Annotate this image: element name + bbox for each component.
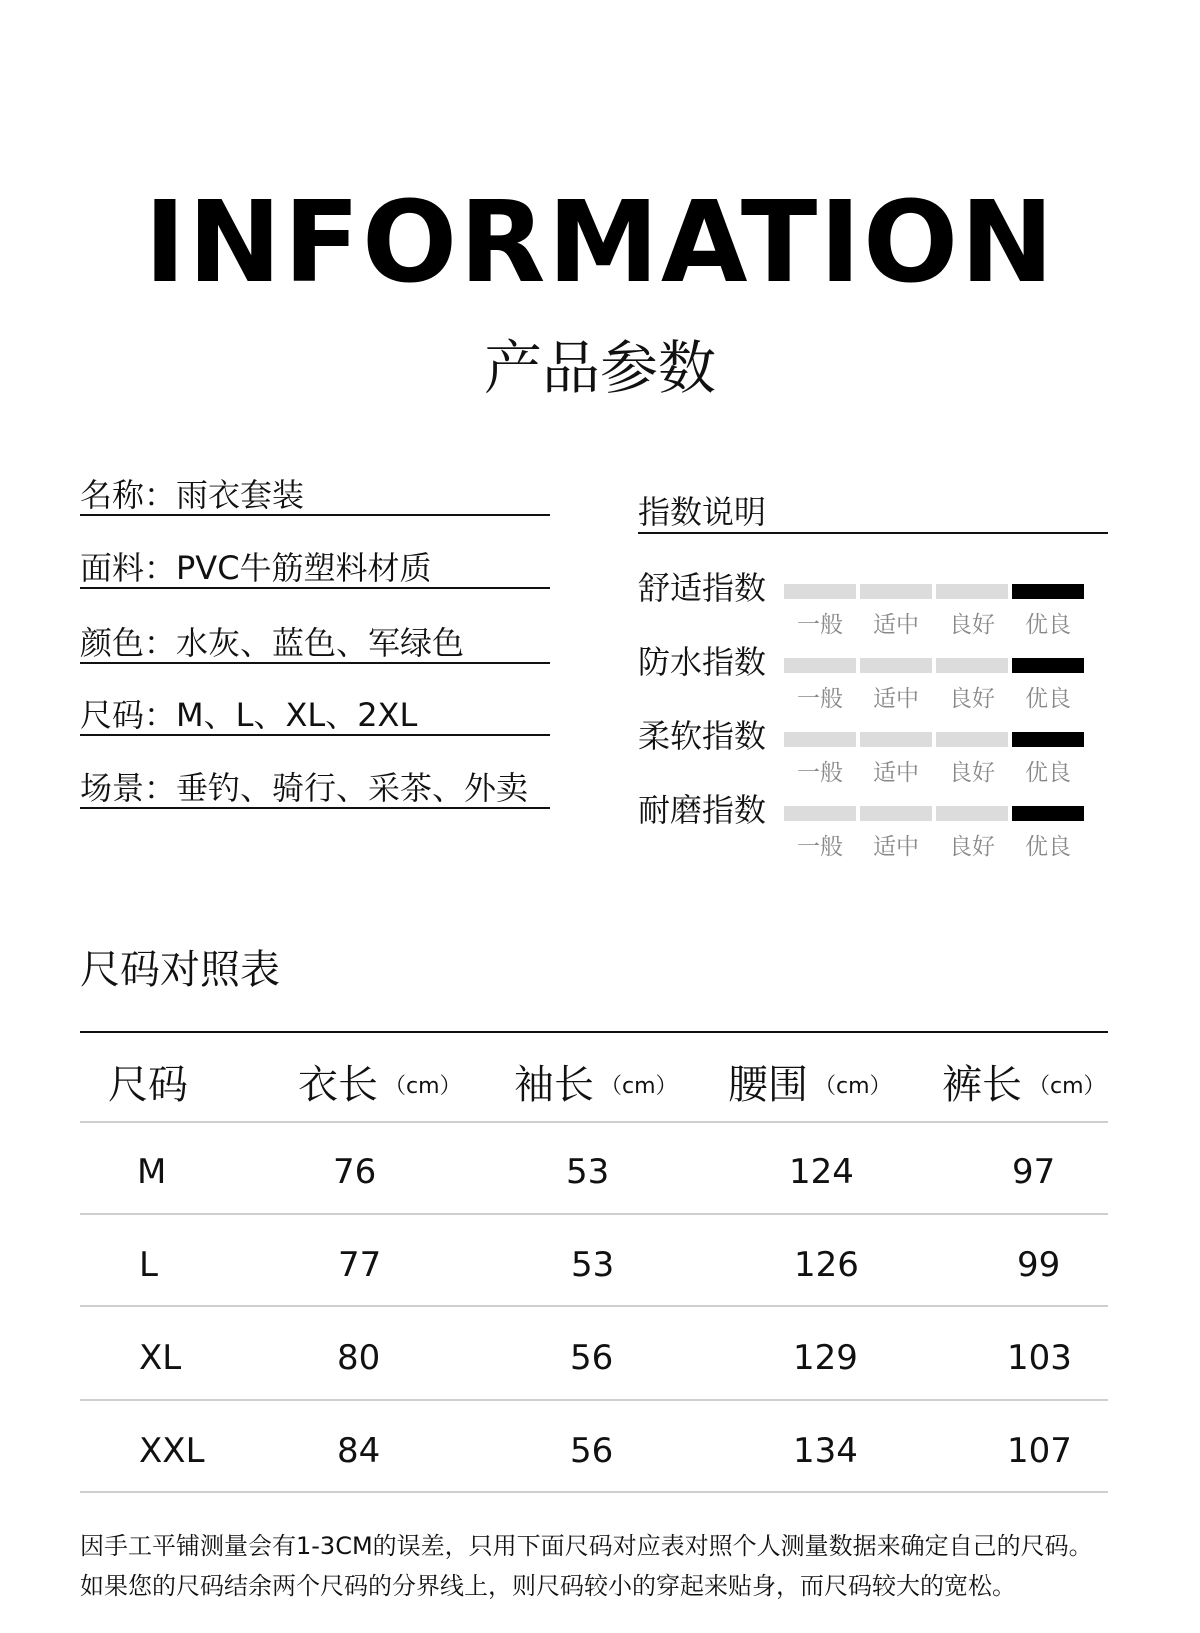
- row-divider: [80, 1399, 1108, 1401]
- cell-waist: 129: [793, 1338, 858, 1378]
- index-label: 防水指数: [638, 643, 767, 681]
- index-level-label: 良好: [949, 686, 995, 712]
- attr-scene: 场景：垂钓、骑行、采茶、外卖: [80, 769, 550, 809]
- index-row-waterproof: [638, 642, 1108, 712]
- attr-size: 尺码：M、L、XL、2XL: [80, 696, 550, 736]
- cell-size: L: [139, 1245, 158, 1285]
- row-divider: [80, 1491, 1108, 1493]
- index-bar-segment: [784, 658, 856, 673]
- attr-color: 颜色：水灰、蓝色、军绿色: [80, 624, 550, 664]
- index-row-softness: [638, 716, 1108, 786]
- index-bar-segment: [860, 584, 932, 599]
- index-level-label: 适中: [873, 612, 919, 638]
- cell-length: 84: [337, 1431, 381, 1471]
- cell-sleeve: 56: [570, 1431, 614, 1471]
- index-level-label: 一般: [797, 686, 843, 712]
- index-level-label: 优良: [1025, 760, 1071, 786]
- cell-length: 76: [333, 1152, 377, 1192]
- index-bar-segment: [860, 732, 932, 747]
- index-level-label: 适中: [873, 834, 919, 860]
- page-title: INFORMATION: [144, 178, 1056, 308]
- index-bar-segment: [860, 658, 932, 673]
- cell-pants-length: 97: [1012, 1152, 1056, 1192]
- index-row-comfort: [638, 568, 1108, 638]
- index-level-label: 适中: [873, 760, 919, 786]
- index-level-label: 一般: [797, 834, 843, 860]
- size-advice-note: 如果您的尺码结余两个尺码的分界线上，则尺码较小的穿起来贴身，而尺码较大的宽松。: [80, 1572, 1016, 1600]
- index-bar-segment: [1012, 658, 1084, 673]
- size-table-title: 尺码对照表: [80, 947, 280, 993]
- cell-pants-length: 107: [1007, 1431, 1072, 1471]
- index-row-wear: [638, 790, 1108, 860]
- cell-waist: 124: [789, 1152, 854, 1192]
- index-heading: 指数说明: [638, 492, 1108, 534]
- index-level-label: 一般: [797, 760, 843, 786]
- header-size: 尺码: [108, 1062, 188, 1108]
- index-bar-segment: [936, 732, 1008, 747]
- index-label: 舒适指数: [638, 569, 767, 607]
- row-divider: [80, 1305, 1108, 1307]
- header-waist: 腰围 （cm）: [728, 1062, 892, 1108]
- cell-size: M: [137, 1152, 167, 1192]
- table-top-border: [80, 1031, 1108, 1033]
- index-level-label: 优良: [1025, 834, 1071, 860]
- index-label: 耐磨指数: [638, 791, 767, 829]
- page-subtitle: 产品参数: [483, 334, 716, 402]
- attr-fabric: 面料：PVC牛筋塑料材质: [80, 549, 550, 589]
- cell-pants-length: 99: [1017, 1245, 1061, 1285]
- attr-name: 名称：雨衣套装: [80, 476, 550, 516]
- measurement-note: 因手工平铺测量会有1-3CM的误差，只用下面尺码对应表对照个人测量数据来确定自己的尺码。: [80, 1532, 1093, 1560]
- index-level-label: 良好: [949, 834, 995, 860]
- row-divider: [80, 1121, 1108, 1123]
- row-divider: [80, 1213, 1108, 1215]
- index-bar-segment: [784, 732, 856, 747]
- cell-waist: 126: [794, 1245, 859, 1285]
- index-level-label: 优良: [1025, 686, 1071, 712]
- index-bar-segment: [936, 584, 1008, 599]
- index-bar-segment: [936, 658, 1008, 673]
- index-level-label: 优良: [1025, 612, 1071, 638]
- index-bar-segment: [1012, 732, 1084, 747]
- cell-sleeve: 53: [571, 1245, 615, 1285]
- cell-sleeve: 56: [570, 1338, 614, 1378]
- cell-length: 80: [337, 1338, 381, 1378]
- cell-size: XL: [139, 1338, 182, 1378]
- cell-waist: 134: [793, 1431, 858, 1471]
- header-sleeve: 袖长 （cm）: [514, 1062, 678, 1108]
- index-bar-segment: [936, 806, 1008, 821]
- index-bar-segment: [784, 584, 856, 599]
- index-bar-segment: [1012, 806, 1084, 821]
- index-level-label: 良好: [949, 612, 995, 638]
- index-level-label: 良好: [949, 760, 995, 786]
- cell-sleeve: 53: [566, 1152, 610, 1192]
- cell-pants-length: 103: [1007, 1338, 1072, 1378]
- header-pants-length: 裤长 （cm）: [942, 1062, 1106, 1108]
- cell-length: 77: [338, 1245, 382, 1285]
- header-length: 衣长 （cm）: [298, 1062, 462, 1108]
- index-bar-segment: [1012, 584, 1084, 599]
- index-level-label: 适中: [873, 686, 919, 712]
- index-bar-segment: [784, 806, 856, 821]
- index-bar-segment: [860, 806, 932, 821]
- cell-size: XXL: [139, 1431, 205, 1471]
- index-level-label: 一般: [797, 612, 843, 638]
- index-label: 柔软指数: [638, 717, 767, 755]
